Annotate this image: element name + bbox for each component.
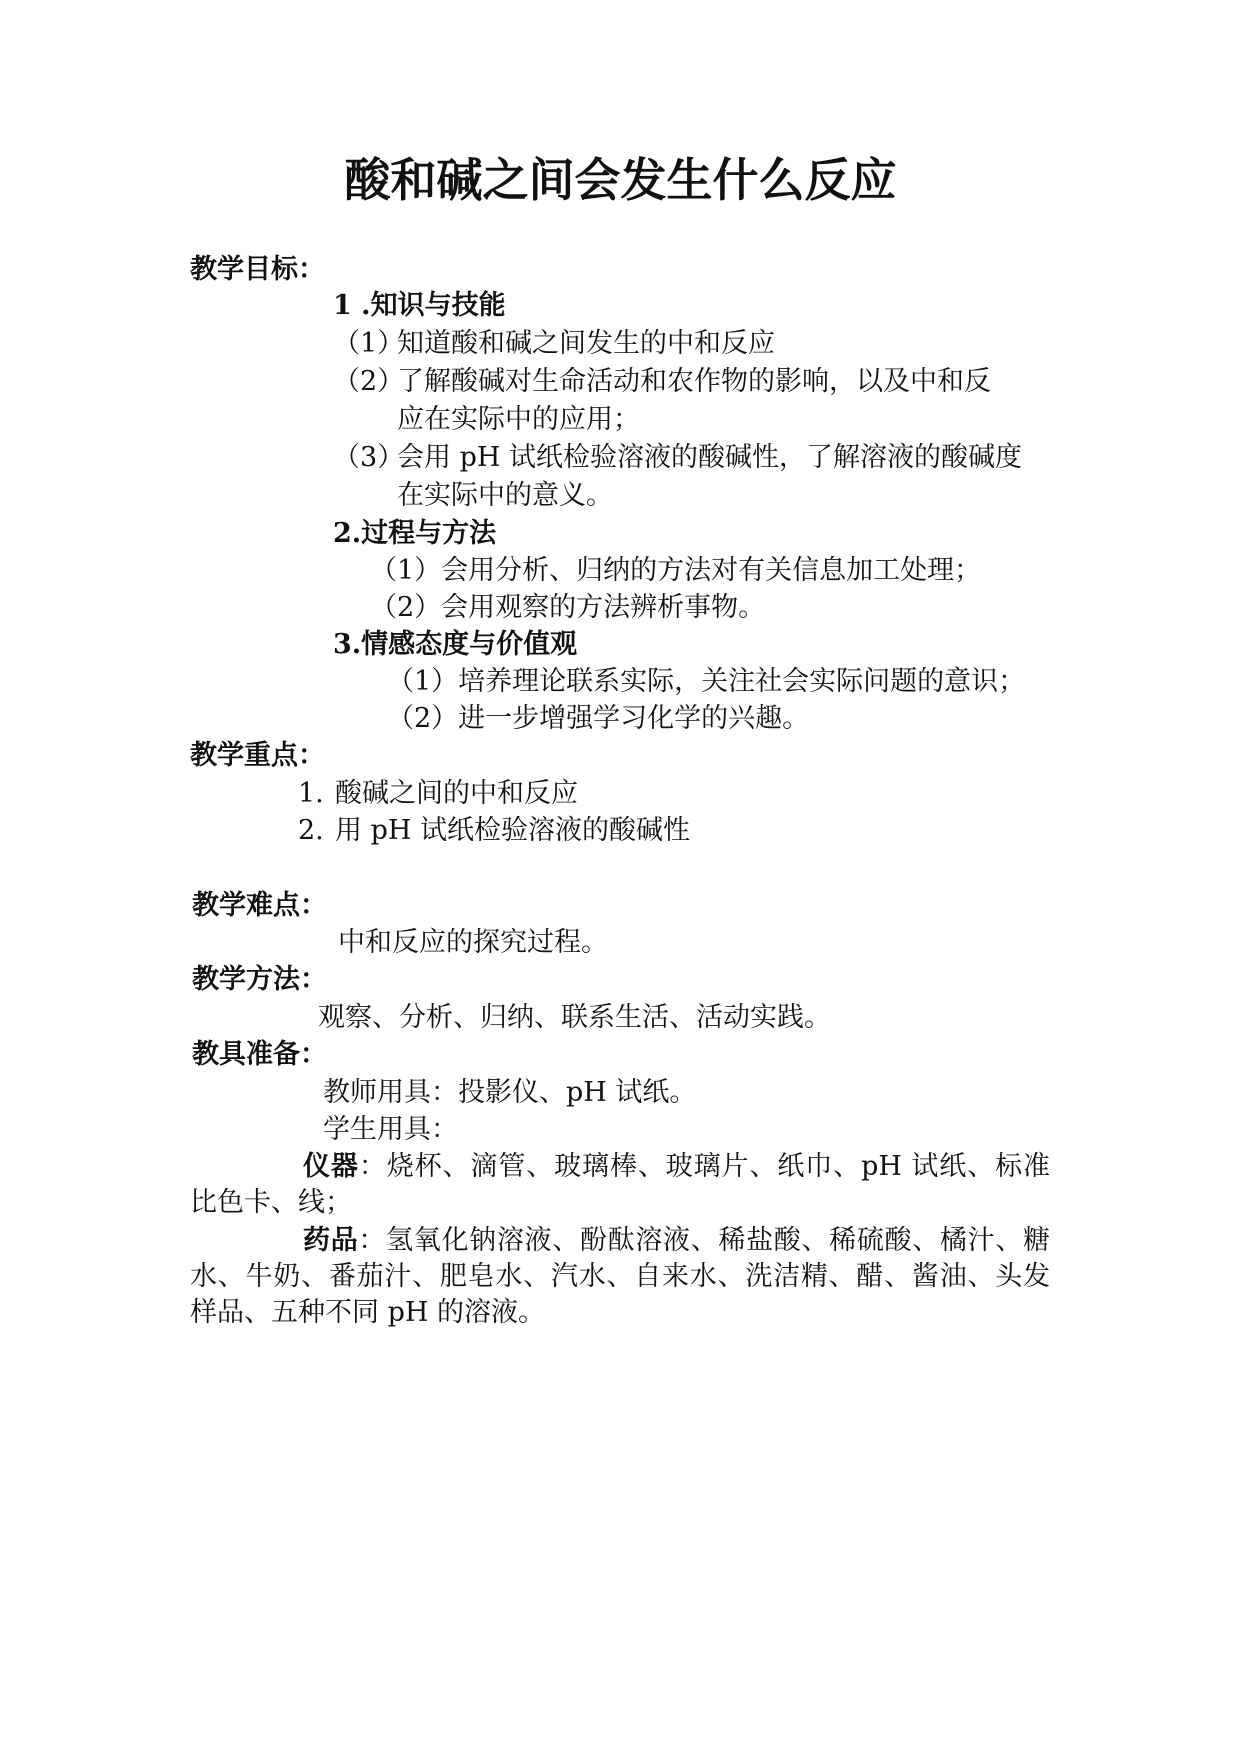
instruments-paragraph: [190, 1149, 1050, 1221]
process-item-1: （1）会用分析、归纳的方法对有关信息加工处理；: [370, 555, 982, 586]
methods-heading: 教学方法：: [192, 964, 327, 995]
knowledge-heading: 1 .知识与技能: [333, 290, 506, 321]
teacher-tools: 教师用具：投影仪、pH 试纸。: [323, 1077, 697, 1108]
knowledge-item-3-text: 会用 pH 试纸检验溶液的酸碱性，了解溶液的酸碱度: [397, 442, 1022, 473]
key-points-heading: 教学重点：: [190, 740, 325, 771]
knowledge-item-3-cont: 在实际中的意义。: [397, 480, 613, 511]
knowledge-item-1-num: （1）: [333, 328, 405, 359]
attitude-item-1: （1）培养理论联系实际，关注社会实际问题的意识；: [387, 666, 1026, 697]
key-point-2-num: 2.: [298, 815, 324, 846]
reagents-text: ：氢氧化钠溶液、酚酞溶液、稀盐酸、稀硫酸、橘汁、糖水、牛奶、番茄汁、肥皂水、汽水、自来水、洗洁精、醋、酱油、头发样品、五种不同 pH 的溶液。: [190, 1225, 1051, 1328]
knowledge-item-2-text: 了解酸碱对生命活动和农作物的影响，以及中和反: [397, 366, 991, 397]
objectives-heading: 教学目标：: [190, 254, 325, 285]
key-point-1-num: 1.: [298, 778, 324, 809]
key-point-2-text: 用 pH 试纸检验溶液的酸碱性: [335, 815, 690, 846]
knowledge-item-3-num: （3）: [333, 442, 405, 473]
equipment-heading: 教具准备：: [192, 1039, 327, 1070]
key-point-1-text: 酸碱之间的中和反应: [335, 778, 578, 809]
attitude-heading: 3.情感态度与价值观: [333, 629, 578, 660]
student-tools-label: 学生用具：: [323, 1114, 458, 1145]
reagents-paragraph: [190, 1223, 1050, 1331]
difficulties-heading: 教学难点：: [192, 890, 327, 921]
methods-text: 观察、分析、归纳、联系生活、活动实践。: [318, 1002, 831, 1033]
instruments-label: 仪器: [303, 1151, 359, 1182]
knowledge-item-1-text: 知道酸和碱之间发生的中和反应: [397, 328, 775, 359]
difficulties-text: 中和反应的探究过程。: [338, 927, 608, 958]
process-heading: 2.过程与方法: [333, 518, 497, 549]
instruments-text: ：烧杯、滴管、玻璃棒、玻璃片、纸巾、pH 试纸、标准比色卡、线；: [190, 1151, 1050, 1218]
knowledge-item-2-cont: 应在实际中的应用；: [397, 404, 640, 435]
document-title: 酸和碱之间会发生什么反应: [344, 153, 897, 207]
process-item-2: （2）会用观察的方法辨析事物。: [370, 592, 766, 623]
reagents-label: 药品: [303, 1225, 359, 1256]
attitude-item-2: （2）进一步增强学习化学的兴趣。: [387, 703, 810, 734]
knowledge-item-2-num: （2）: [333, 366, 405, 397]
